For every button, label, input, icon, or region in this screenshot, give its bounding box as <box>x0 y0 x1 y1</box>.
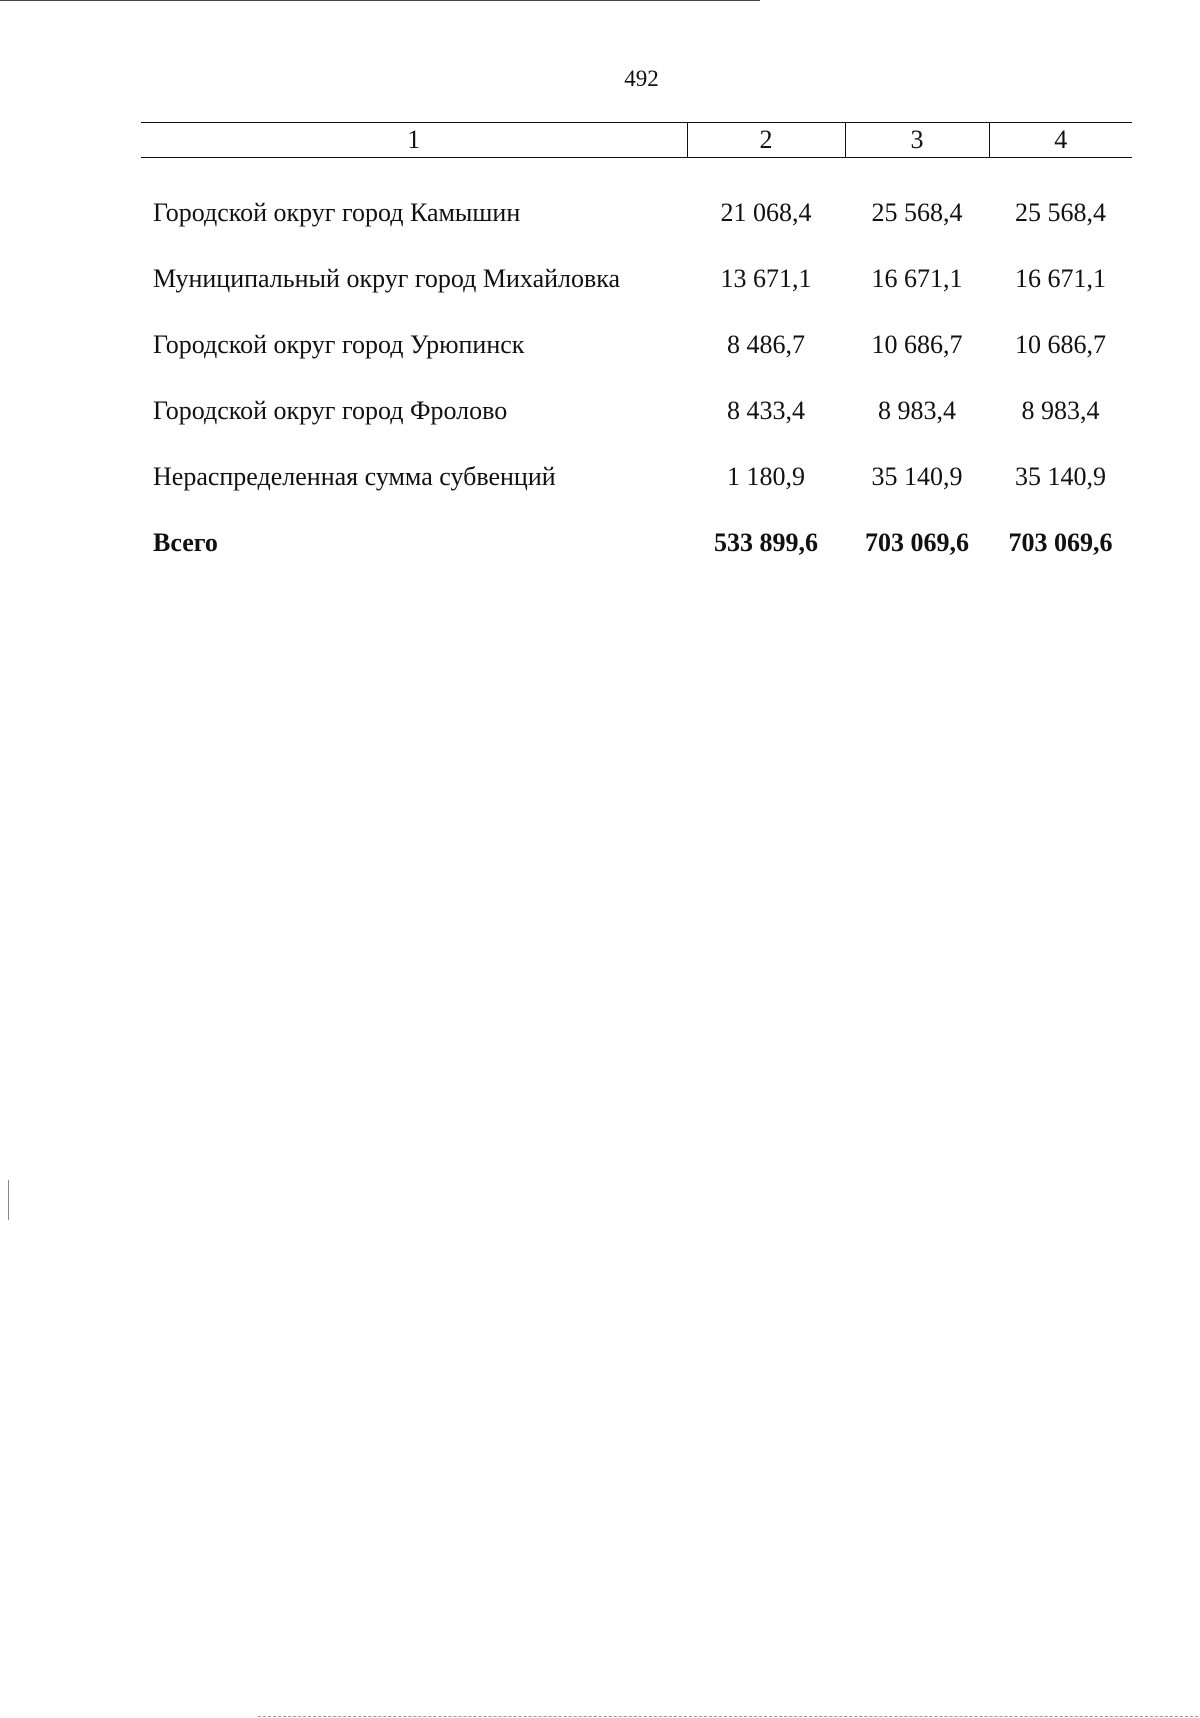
row-name: Городской округ город Камышин <box>153 198 521 227</box>
scan-edge-left <box>8 1180 9 1220</box>
row-value-col-3: 10 686,7 <box>871 330 963 359</box>
header-row <box>141 123 1132 158</box>
row-value-col-4: 35 140,9 <box>1015 462 1106 491</box>
row-value-col-3: 8 983,4 <box>878 396 956 425</box>
total-row <box>141 510 1132 576</box>
header-col-4: 4 <box>989 123 1132 158</box>
header-col-3: 3 <box>845 123 989 158</box>
total-value-col-4: 703 069,6 <box>1008 528 1113 557</box>
table-row <box>141 444 1132 510</box>
row-name: Муниципальный округ город Михайловка <box>153 264 621 293</box>
row-value-col-2: 8 486,7 <box>727 330 805 359</box>
total-label: Всего <box>153 528 218 557</box>
total-value-col-3: 703 069,6 <box>865 528 969 557</box>
row-value-col-2: 1 180,9 <box>727 462 805 491</box>
table-row <box>141 246 1132 312</box>
row-name: Городской округ город Фролово <box>153 396 508 425</box>
table-body <box>141 158 1132 577</box>
table-row <box>141 158 1132 247</box>
row-value-col-4: 8 983,4 <box>1021 396 1100 425</box>
total-value-col-2: 533 899,6 <box>714 528 818 557</box>
page-number: 492 <box>624 66 659 91</box>
scan-edge-bottom <box>258 1716 1198 1717</box>
row-value-col-4: 25 568,4 <box>1015 198 1106 227</box>
row-value-col-4: 10 686,7 <box>1015 330 1106 359</box>
table-row <box>141 378 1132 444</box>
table-row <box>141 312 1132 378</box>
row-value-col-2: 8 433,4 <box>727 396 805 425</box>
row-value-col-3: 35 140,9 <box>871 462 963 491</box>
row-name: Городской округ город Урюпинск <box>153 330 525 359</box>
header-col-2: 2 <box>687 123 845 158</box>
subvention-table <box>141 122 1132 576</box>
row-value-col-4: 16 671,1 <box>1015 264 1106 293</box>
table-header <box>141 123 1132 158</box>
row-value-col-2: 21 068,4 <box>720 198 812 227</box>
row-value-col-3: 25 568,4 <box>871 198 963 227</box>
row-value-col-3: 16 671,1 <box>871 264 963 293</box>
row-name: Нераспределенная сумма субвенций <box>153 462 556 491</box>
header-col-1: 1 <box>141 123 687 158</box>
scan-edge-top <box>0 0 760 1</box>
row-value-col-2: 13 671,1 <box>720 264 812 293</box>
